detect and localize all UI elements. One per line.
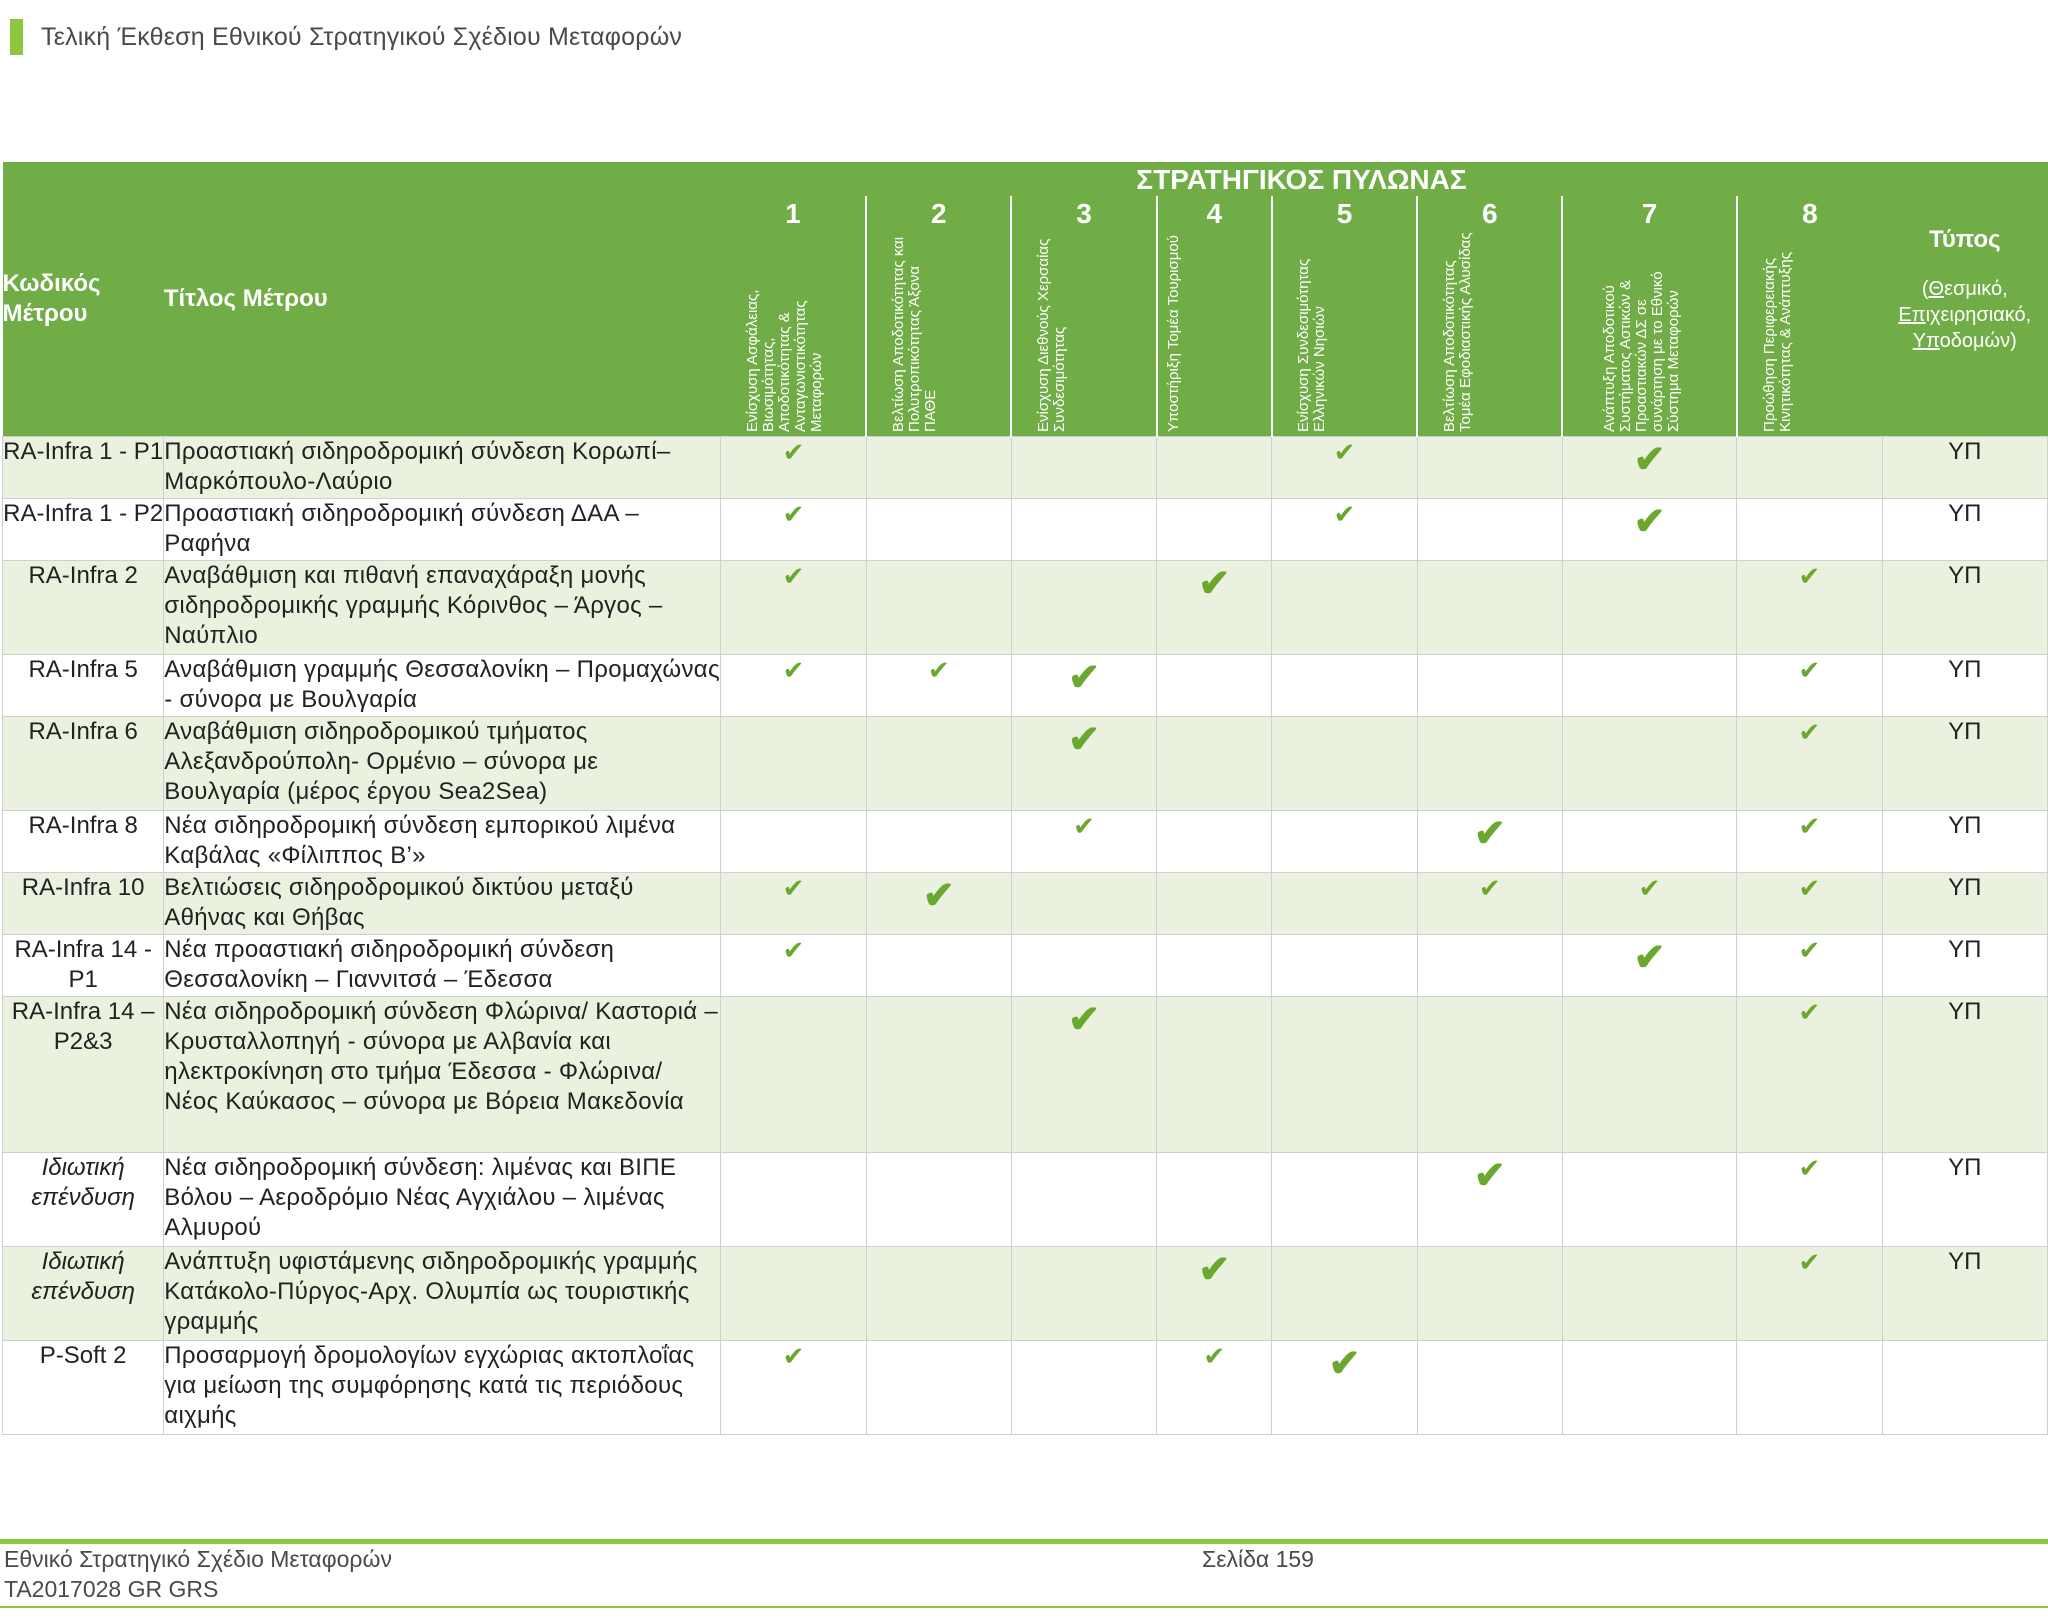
checkmark-icon: ✔ bbox=[782, 1341, 805, 1371]
measure-title: Προαστιακή σιδηροδρομική σύνδεση ΔΑΑ – Ραφήνα bbox=[164, 499, 721, 561]
pillar-cell-7 bbox=[1562, 1247, 1736, 1341]
checkmark-icon: ✔ bbox=[1798, 717, 1821, 747]
pillars-group-header: ΣΤΡΑΤΗΓΙΚΟΣ ΠΥΛΩΝΑΣ bbox=[721, 162, 1882, 196]
checkmark-icon: ✔ bbox=[927, 655, 950, 685]
footer-divider bbox=[0, 1539, 2048, 1544]
checkmark-icon: ✔ bbox=[1798, 561, 1821, 591]
pillar-header-6 bbox=[1417, 196, 1562, 437]
checkmark-icon: ✔ bbox=[1333, 499, 1356, 529]
pillar-cell-4 bbox=[1157, 437, 1272, 499]
checkmark-icon: ✔ bbox=[782, 437, 805, 467]
measure-title: Νέα σιδηροδρομική σύνδεση Φλώρινα/ Καστοριά – Κρυσταλλοπηγή - σύνορα με Αλβανία και ηλεκτροκίνηση στο τμήμα Έδεσσα - Φλώρινα/ Νέος Καύκασος – σύνορα με Βόρεια Μακεδονία bbox=[164, 997, 721, 1153]
pillar-label: Βελτίωση Αποδοτικότητας και Πολυτροπικότητας Άξονα ΠΑΘΕ bbox=[889, 236, 939, 432]
pillar-cell-5 bbox=[1272, 499, 1417, 561]
pillar-label: Υποστήριξη Τομέα Τουρισμού bbox=[1165, 235, 1183, 432]
pillar-header-3 bbox=[1011, 196, 1156, 437]
pillar-cell-5 bbox=[1272, 1341, 1417, 1435]
measure-code: RA-Infra 8 bbox=[3, 811, 164, 873]
pillar-cell-1 bbox=[721, 499, 866, 561]
table-row bbox=[3, 935, 2048, 997]
pillar-cell-7 bbox=[1562, 935, 1736, 997]
pillar-number: 1 bbox=[785, 198, 801, 229]
pillar-label: Ενίσχυση Διεθνούς Χερσαίας Συνδεσιμότητας bbox=[1035, 238, 1068, 432]
measure-code: RA-Infra 5 bbox=[3, 655, 164, 717]
checkmark-icon: ✔ bbox=[1203, 1341, 1226, 1371]
pillar-cell-1 bbox=[721, 811, 866, 873]
pillar-cell-3 bbox=[1011, 499, 1156, 561]
measure-code: RA-Infra 6 bbox=[3, 717, 164, 811]
pillar-cell-4 bbox=[1157, 561, 1272, 655]
measure-title: Προαστιακή σιδηροδρομική σύνδεση Κορωπί–Μαρκόπουλο-Λαύριο bbox=[164, 437, 721, 499]
pillar-cell-7 bbox=[1562, 655, 1736, 717]
checkmark-icon: ✔ bbox=[782, 873, 805, 903]
measure-code: RA-Infra 14 – P2&3 bbox=[3, 997, 164, 1153]
pillar-cell-1 bbox=[721, 997, 866, 1153]
checkmark-bold-icon: ✔ bbox=[1068, 657, 1100, 699]
pillar-number: 6 bbox=[1481, 198, 1498, 229]
pillar-cell-6 bbox=[1417, 561, 1562, 655]
pillar-header-1 bbox=[721, 196, 866, 437]
pillar-number: 4 bbox=[1206, 198, 1223, 229]
checkmark-icon: ✔ bbox=[1638, 873, 1661, 903]
pillar-cell-7 bbox=[1562, 499, 1736, 561]
checkmark-icon: ✔ bbox=[1073, 811, 1095, 841]
footer-reference: TA2017028 GR GRS bbox=[4, 1576, 219, 1602]
column-header-title: Τίτλος Μέτρου bbox=[164, 162, 721, 437]
pillar-header-7 bbox=[1562, 196, 1736, 437]
checkmark-bold-icon: ✔ bbox=[1473, 813, 1506, 855]
measure-type: ΥΠ bbox=[1882, 561, 2047, 655]
pillar-cell-2 bbox=[866, 1247, 1011, 1341]
table-row bbox=[3, 437, 2048, 499]
pillar-cell-4 bbox=[1157, 935, 1272, 997]
checkmark-icon: ✔ bbox=[1798, 1153, 1821, 1183]
pillar-cell-2 bbox=[866, 997, 1011, 1153]
pillar-number: 8 bbox=[1802, 198, 1818, 229]
checkmark-bold-icon: ✔ bbox=[1633, 439, 1666, 481]
footer-page-number: Σελίδα 159 bbox=[1202, 1546, 1314, 1572]
pillar-cell-5 bbox=[1272, 437, 1417, 499]
type-header-title: Τύπος bbox=[1928, 226, 2001, 253]
pillar-cell-8 bbox=[1737, 1341, 1882, 1435]
checkmark-icon: ✔ bbox=[782, 935, 805, 965]
pillar-number: 5 bbox=[1336, 198, 1353, 229]
pillar-cell-5 bbox=[1272, 561, 1417, 655]
checkmark-icon: ✔ bbox=[782, 561, 805, 591]
measure-type: ΥΠ bbox=[1882, 717, 2047, 811]
pillar-cell-1 bbox=[721, 561, 866, 655]
pillar-number: 7 bbox=[1641, 198, 1658, 229]
measure-title: Αναβάθμιση σιδηροδρομικού τμήματος Αλεξανδρούπολη- Ορμένιο – σύνορα με Βουλγαρία (μέρος έργου Sea2Sea) bbox=[164, 717, 721, 811]
pillar-label: Ανάπτυξη Αποδοτικού Συστήματος Αστικών & Προαστιακών ΔΣ σε συνάρτηση με το Εθνικό Σύστημα Μεταφορών bbox=[1600, 271, 1682, 432]
pillar-cell-1 bbox=[721, 1247, 866, 1341]
pillar-cell-2 bbox=[866, 1153, 1011, 1247]
pillar-cell-2 bbox=[866, 561, 1011, 655]
checkmark-icon: ✔ bbox=[1333, 437, 1356, 467]
pillar-cell-3 bbox=[1011, 811, 1156, 873]
pillar-cell-3 bbox=[1011, 655, 1156, 717]
pillar-cell-7 bbox=[1562, 437, 1736, 499]
pillar-cell-8 bbox=[1737, 655, 1882, 717]
checkmark-bold-icon: ✔ bbox=[1633, 937, 1666, 979]
pillar-cell-7 bbox=[1562, 811, 1736, 873]
pillar-cell-4 bbox=[1157, 1341, 1272, 1435]
measures-table bbox=[2, 162, 2048, 1435]
measure-code: RA-Infra 1 - P2 bbox=[3, 499, 164, 561]
pillar-cell-3 bbox=[1011, 997, 1156, 1153]
pillar-cell-7 bbox=[1562, 717, 1736, 811]
pillar-cell-8 bbox=[1737, 873, 1882, 935]
pillar-cell-2 bbox=[866, 717, 1011, 811]
measure-type: ΥΠ bbox=[1882, 437, 2047, 499]
column-header-code: Κωδικός Μέτρου bbox=[3, 162, 164, 437]
pillar-cell-4 bbox=[1157, 1247, 1272, 1341]
checkmark-bold-icon: ✔ bbox=[922, 875, 955, 917]
pillar-cell-6 bbox=[1417, 1341, 1562, 1435]
pillar-cell-1 bbox=[721, 935, 866, 997]
pillar-cell-1 bbox=[721, 1153, 866, 1247]
pillar-cell-4 bbox=[1157, 873, 1272, 935]
checkmark-icon: ✔ bbox=[1478, 873, 1501, 903]
pillar-cell-3 bbox=[1011, 561, 1156, 655]
pillar-cell-6 bbox=[1417, 935, 1562, 997]
measure-code: RA-Infra 1 - P1 bbox=[3, 437, 164, 499]
pillar-cell-6 bbox=[1417, 997, 1562, 1153]
pillar-cell-5 bbox=[1272, 1247, 1417, 1341]
measure-title: Αναβάθμιση και πιθανή επαναχάραξη μονής σιδηροδρομικής γραμμής Κόρινθος – Άργος – Ναύπλιο bbox=[164, 561, 721, 655]
pillar-cell-8 bbox=[1737, 1153, 1882, 1247]
pillar-cell-3 bbox=[1011, 935, 1156, 997]
checkmark-bold-icon: ✔ bbox=[1473, 1155, 1506, 1197]
pillar-cell-8 bbox=[1737, 717, 1882, 811]
pillar-cell-6 bbox=[1417, 873, 1562, 935]
pillar-label: Βελτίωση Αποδοτικότητας Τομέα Εφοδιαστικής Αλυσίδας bbox=[1440, 232, 1474, 432]
checkmark-icon: ✔ bbox=[1798, 1247, 1821, 1277]
measure-type: ΥΠ bbox=[1882, 655, 2047, 717]
footer-bottom-divider bbox=[0, 1606, 2048, 1608]
pillar-header-4 bbox=[1157, 196, 1272, 437]
pillar-cell-3 bbox=[1011, 873, 1156, 935]
pillar-cell-2 bbox=[866, 437, 1011, 499]
measure-code: Ιδιωτική επένδυση bbox=[3, 1247, 164, 1341]
pillar-cell-4 bbox=[1157, 1153, 1272, 1247]
measure-title: Νέα σιδηροδρομική σύνδεση εμπορικού λιμένα Καβάλας «Φίλιππος Β’» bbox=[164, 811, 721, 873]
checkmark-icon: ✔ bbox=[1798, 655, 1821, 685]
measure-type bbox=[1882, 1341, 2047, 1435]
measure-code: RA-Infra 10 bbox=[3, 873, 164, 935]
header-accent-bar bbox=[10, 19, 23, 55]
pillar-cell-3 bbox=[1011, 1341, 1156, 1435]
checkmark-bold-icon: ✔ bbox=[1198, 563, 1231, 605]
pillar-label: Ενίσχυση Ασφάλειας, Βιωσιμότητας, Αποδοτικότητας & Ανταγωνιστικότητας Μεταφορών bbox=[743, 289, 825, 432]
pillar-cell-8 bbox=[1737, 935, 1882, 997]
table-row bbox=[3, 1247, 2048, 1341]
pillar-cell-8 bbox=[1737, 499, 1882, 561]
table-row bbox=[3, 873, 2048, 935]
pillar-cell-8 bbox=[1737, 437, 1882, 499]
pillar-cell-6 bbox=[1417, 811, 1562, 873]
pillar-cell-7 bbox=[1562, 873, 1736, 935]
checkmark-bold-icon: ✔ bbox=[1068, 719, 1100, 761]
checkmark-bold-icon: ✔ bbox=[1068, 999, 1100, 1041]
table-row bbox=[3, 499, 2048, 561]
pillar-cell-4 bbox=[1157, 655, 1272, 717]
pillar-cell-5 bbox=[1272, 935, 1417, 997]
pillar-cell-2 bbox=[866, 811, 1011, 873]
pillar-cell-5 bbox=[1272, 1153, 1417, 1247]
pillar-cell-7 bbox=[1562, 1341, 1736, 1435]
measure-type: ΥΠ bbox=[1882, 1153, 2047, 1247]
pillar-cell-5 bbox=[1272, 655, 1417, 717]
table-row bbox=[3, 1153, 2048, 1247]
pillar-cell-3 bbox=[1011, 1153, 1156, 1247]
pillar-cell-1 bbox=[721, 655, 866, 717]
table-row bbox=[3, 717, 2048, 811]
pillar-number: 3 bbox=[1076, 198, 1092, 229]
pillar-cell-5 bbox=[1272, 873, 1417, 935]
pillar-cell-2 bbox=[866, 499, 1011, 561]
document-header bbox=[10, 18, 682, 56]
measure-type: ΥΠ bbox=[1882, 499, 2047, 561]
pillar-cell-1 bbox=[721, 437, 866, 499]
pillar-cell-6 bbox=[1417, 1153, 1562, 1247]
checkmark-bold-icon: ✔ bbox=[1198, 1249, 1231, 1291]
pillar-cell-6 bbox=[1417, 499, 1562, 561]
pillar-cell-3 bbox=[1011, 717, 1156, 811]
pillar-cell-6 bbox=[1417, 655, 1562, 717]
pillar-cell-7 bbox=[1562, 997, 1736, 1153]
checkmark-icon: ✔ bbox=[1798, 873, 1821, 903]
pillar-label: Προώθηση Περιφερειακής Κινητικότητας & Ανάπτυξης bbox=[1760, 252, 1794, 432]
pillar-cell-4 bbox=[1157, 811, 1272, 873]
table-row bbox=[3, 997, 2048, 1153]
measure-type: ΥΠ bbox=[1882, 997, 2047, 1153]
pillar-cell-7 bbox=[1562, 561, 1736, 655]
table-row bbox=[3, 561, 2048, 655]
measure-code: RA-Infra 2 bbox=[3, 561, 164, 655]
measure-title: Προσαρμογή δρομολογίων εγχώριας ακτοπλοΐας για μείωση της συμφόρησης κατά τις περιόδους αιχμής bbox=[164, 1341, 721, 1435]
column-header-type bbox=[1882, 162, 2047, 437]
pillar-cell-6 bbox=[1417, 1247, 1562, 1341]
measure-type: ΥΠ bbox=[1882, 811, 2047, 873]
measure-title: Βελτιώσεις σιδηροδρομικού δικτύου μεταξύ Αθήνας και Θήβας bbox=[164, 873, 721, 935]
measure-code: Ιδιωτική επένδυση bbox=[3, 1153, 164, 1247]
pillar-cell-6 bbox=[1417, 717, 1562, 811]
footer-document-name: Εθνικό Στρατηγικό Σχέδιο Μεταφορών bbox=[4, 1546, 392, 1572]
pillar-cell-4 bbox=[1157, 717, 1272, 811]
measure-code: RA-Infra 14 - P1 bbox=[3, 935, 164, 997]
pillar-cell-8 bbox=[1737, 1247, 1882, 1341]
checkmark-icon: ✔ bbox=[782, 655, 805, 685]
table-row bbox=[3, 811, 2048, 873]
pillar-cell-1 bbox=[721, 717, 866, 811]
pillar-cell-8 bbox=[1737, 811, 1882, 873]
measure-title: Νέα προαστιακή σιδηροδρομική σύνδεση Θεσσαλονίκη – Γιαννιτσά – Έδεσσα bbox=[164, 935, 721, 997]
table-row bbox=[3, 1341, 2048, 1435]
pillar-header-8 bbox=[1737, 196, 1882, 437]
pillar-number: 2 bbox=[930, 198, 947, 229]
measure-title: Αναβάθμιση γραμμής Θεσσαλονίκη – Προμαχώνας - σύνορα με Βουλγαρία bbox=[164, 655, 721, 717]
pillar-cell-5 bbox=[1272, 811, 1417, 873]
pillar-cell-2 bbox=[866, 655, 1011, 717]
pillar-cell-5 bbox=[1272, 997, 1417, 1153]
measure-code: P-Soft 2 bbox=[3, 1341, 164, 1435]
pillar-cell-2 bbox=[866, 1341, 1011, 1435]
checkmark-bold-icon: ✔ bbox=[1633, 501, 1666, 543]
pillar-cell-7 bbox=[1562, 1153, 1736, 1247]
pillar-cell-2 bbox=[866, 873, 1011, 935]
type-header-options: (Θεσμικό, Επιχειρησιακό, Υποδομών) bbox=[1898, 278, 2032, 352]
measure-title: Νέα σιδηροδρομική σύνδεση: λιμένας και ΒΙΠΕ Βόλου – Αεροδρόμιο Νέας Αγχιάλου – λιμένας Αλμυρού bbox=[164, 1153, 721, 1247]
pillar-cell-8 bbox=[1737, 997, 1882, 1153]
pillar-cell-3 bbox=[1011, 437, 1156, 499]
pillar-cell-8 bbox=[1737, 561, 1882, 655]
document-title: Τελική Έκθεση Εθνικού Στρατηγικού Σχέδιου Μεταφορών bbox=[41, 22, 683, 51]
pillar-cell-4 bbox=[1157, 997, 1272, 1153]
pillar-cell-3 bbox=[1011, 1247, 1156, 1341]
pillar-cell-4 bbox=[1157, 499, 1272, 561]
measure-type: ΥΠ bbox=[1882, 1247, 2047, 1341]
checkmark-bold-icon: ✔ bbox=[1328, 1343, 1361, 1385]
table-row bbox=[3, 655, 2048, 717]
pillar-cell-6 bbox=[1417, 437, 1562, 499]
measure-type: ΥΠ bbox=[1882, 873, 2047, 935]
checkmark-icon: ✔ bbox=[1798, 811, 1821, 841]
pillar-header-2 bbox=[866, 196, 1011, 437]
measure-type: ΥΠ bbox=[1882, 935, 2047, 997]
pillar-cell-2 bbox=[866, 935, 1011, 997]
pillar-cell-5 bbox=[1272, 717, 1417, 811]
checkmark-icon: ✔ bbox=[1798, 997, 1821, 1027]
checkmark-icon: ✔ bbox=[1798, 935, 1821, 965]
checkmark-icon: ✔ bbox=[782, 499, 805, 529]
pillar-header-5 bbox=[1272, 196, 1417, 437]
pillar-label: Ενίσχυση Συνδεσιμότητας Ελληνικών Νησιών bbox=[1295, 258, 1329, 432]
measure-title: Ανάπτυξη υφιστάμενης σιδηροδρομικής γραμμής Κατάκολο-Πύργος-Αρχ. Ολυμπία ως τουριστικής γραμμής bbox=[164, 1247, 721, 1341]
pillar-cell-1 bbox=[721, 873, 866, 935]
pillar-cell-1 bbox=[721, 1341, 866, 1435]
